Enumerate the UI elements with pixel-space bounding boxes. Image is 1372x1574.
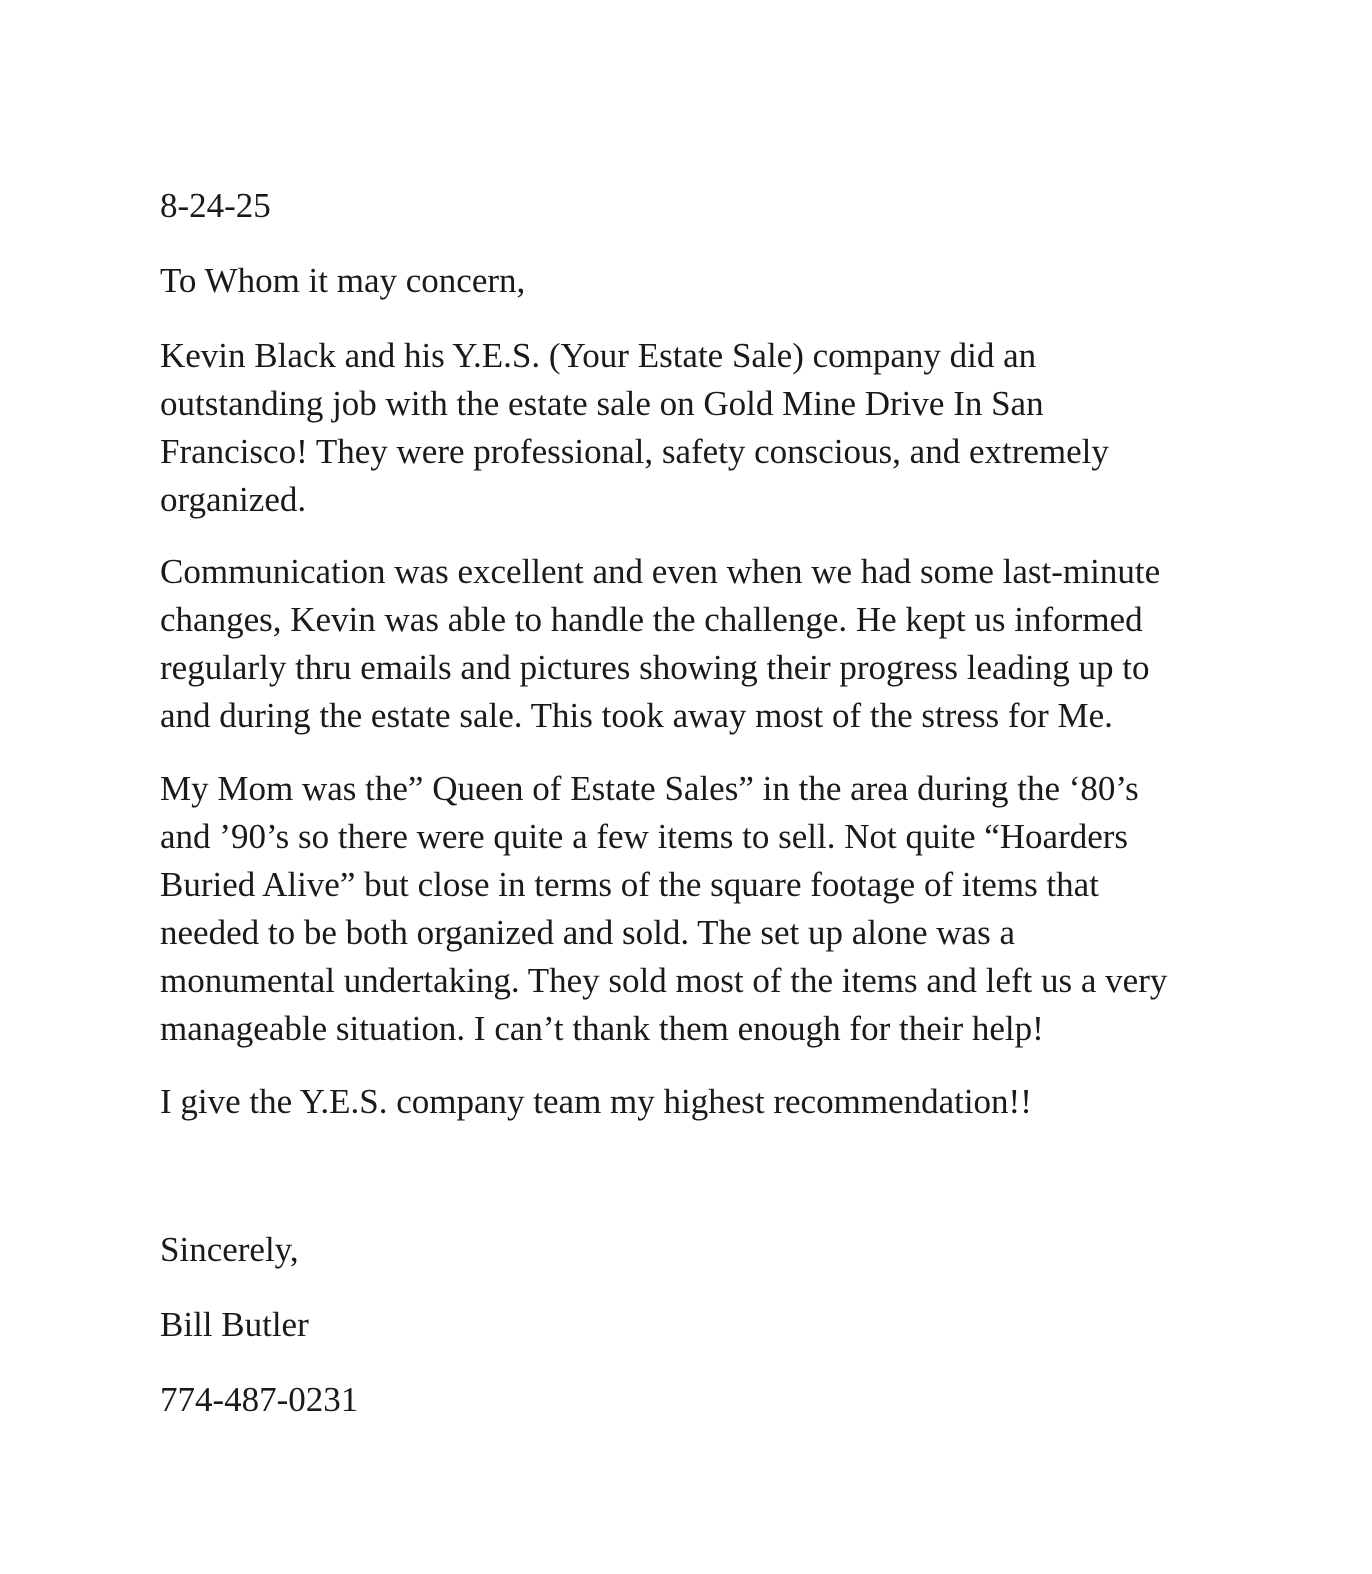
paragraph-line: Francisco! They were professional, safety conscious, and extremely	[160, 432, 1109, 471]
paragraph-line: changes, Kevin was able to handle the challenge. He kept us informed	[160, 600, 1143, 639]
paragraph-line: Kevin Black and his Y.E.S. (Your Estate Sale) company did an	[160, 336, 1037, 375]
body-paragraph-2	[160, 548, 1160, 740]
paragraph-line: regularly thru emails and pictures showing their progress leading up to	[160, 648, 1150, 687]
letter-salutation: To Whom it may concern,	[160, 261, 526, 300]
paragraph-line: Communication was excellent and even when we had some last-minute	[160, 552, 1161, 591]
paragraph-line: and ’90’s so there were quite a few items to sell. Not quite “Hoarders	[160, 817, 1129, 856]
paragraph-line: organized.	[160, 480, 307, 519]
paragraph-line: Buried Alive” but close in terms of the square footage of items that	[160, 865, 1099, 904]
paragraph-line: and during the estate sale. This took away most of the stress for Me.	[160, 696, 1113, 735]
letter-date: 8-24-25	[160, 186, 271, 225]
paragraph-line: outstanding job with the estate sale on Gold Mine Drive In San	[160, 384, 1044, 423]
paragraph-line: I give the Y.E.S. company team my highest recommendation!!	[160, 1082, 1032, 1121]
paragraph-line: My Mom was the” Queen of Estate Sales” in the area during the ‘80’s	[160, 769, 1139, 808]
signer-name: Bill Butler	[160, 1305, 309, 1344]
body-paragraph-3	[160, 765, 1167, 1053]
body-paragraph-4	[160, 1078, 1032, 1126]
body-paragraph-1	[160, 332, 1109, 524]
paragraph-line: needed to be both organized and sold. The set up alone was a	[160, 913, 1015, 952]
signer-phone: 774-487-0231	[160, 1380, 359, 1419]
paragraph-line: monumental undertaking. They sold most of the items and left us a very	[160, 961, 1168, 1000]
letter-closing: Sincerely,	[160, 1230, 299, 1269]
paragraph-line: manageable situation. I can’t thank them enough for their help!	[160, 1009, 1044, 1048]
